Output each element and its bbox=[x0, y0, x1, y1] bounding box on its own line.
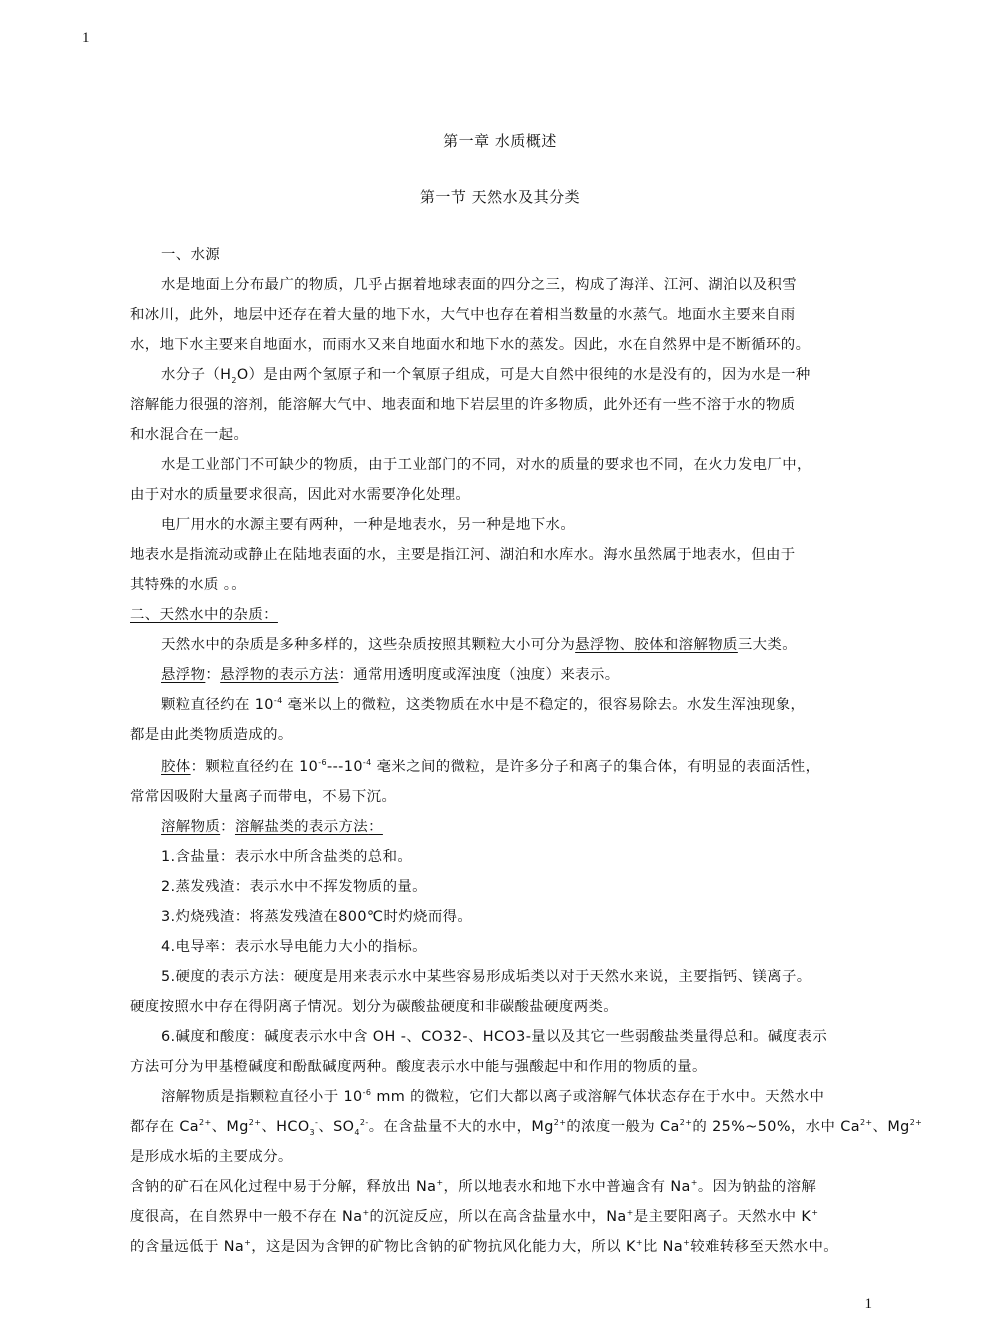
paragraph-line: 天然水中的杂质是多种多样的，这些杂质按照其颗粒大小可分为悬浮物、胶体和溶解物质三大类。 bbox=[161, 637, 798, 653]
paragraph-line: 颗粒直径约在 $10^{-4}$ 毫米以上的微粒，这类物质在水中是不稳定的，很容易除去。水发生浑浊现象， bbox=[161, 696, 806, 713]
paragraph-line: 都是由此类物质造成的。 bbox=[130, 727, 293, 743]
list-item: 2.蒸发残渣：表示水中不挥发物质的量。 bbox=[161, 879, 427, 895]
paragraph-line: 硬度按照水中存在得阴离子情况。划分为碳酸盐硬度和非碳酸盐硬度两类。 bbox=[130, 999, 619, 1015]
list-item: 1.含盐量：表示水中所含盐类的总和。 bbox=[161, 849, 413, 865]
chapter-title: 第一章 水质概述 bbox=[443, 132, 557, 150]
paragraph-line: 含钠的矿石在风化过程中易于分解，释放出 Na+，所以地表水和地下水中普遍含有 Na+。因为钠盐的溶解 bbox=[130, 1178, 817, 1195]
subsection-heading-impurities: 二、天然水中的杂质： bbox=[130, 607, 278, 623]
dissolved-matter-line: 溶解物质：溶解盐类的表示方法： bbox=[161, 819, 383, 835]
paragraph-line: 度很高，在自然界中一般不存在 Na+的沉淀反应，所以在高含盐量水中，Na+是主要阳离子。天然水中 K+ bbox=[130, 1208, 819, 1225]
paragraph-line: 都存在 $Ca^{2+}$、$Mg^{2+}$、$HCO_3^-$、$SO_4^{2-}$。在含盐量不大的水中，$Mg^{2+}$的浓度一般为 $Ca^{2+}$的 25%~50%，水中 $Ca^{2+}$、$Mg^{2+}$ bbox=[130, 1118, 923, 1137]
paragraph-line: 电厂用水的水源主要有两种，一种是地表水，另一种是地下水。 bbox=[161, 517, 576, 533]
footer-page-number: 1 bbox=[864, 1296, 872, 1312]
colloid-line: 胶体：颗粒直径约在 $10^{-6}---10^{-4}$ 毫米之间的微粒，是许多分子和离子的集合体，有明显的表面活性， bbox=[161, 758, 821, 775]
list-item: 3.灼烧残渣：将蒸发残渣在800℃时灼烧而得。 bbox=[161, 909, 473, 925]
paragraph-line: 水分子$(H_2O)$是由两个氢原子和一个氧原子组成，可是大自然中很纯的水是没有的，因为水是一种 bbox=[161, 367, 811, 385]
paragraph-line: 和冰川，此外，地层中还存在着大量的地下水，大气中也存在着相当数量的水蒸气。地面水主要来自雨 bbox=[130, 307, 796, 323]
header-page-number: 1 bbox=[82, 30, 90, 46]
paragraph-line: 水是工业部门不可缺少的物质，由于工业部门的不同，对水的质量的要求也不同，在火力发电厂中， bbox=[161, 457, 812, 473]
list-item: 5.硬度的表示方法：硬度是用来表示水中某些容易形成垢类以对于天然水来说，主要指钙、镁离子。 bbox=[161, 969, 812, 985]
suspended-matter-line: 悬浮物：悬浮物的表示方法：通常用透明度或浑浊度（浊度）来表示。 bbox=[161, 667, 620, 683]
list-item: 4.电导率：表示水导电能力大小的指标。 bbox=[161, 939, 427, 955]
paragraph-line: 方法可分为甲基橙碱度和酚酞碱度两种。酸度表示水中能与强酸起中和作用的物质的量。 bbox=[130, 1059, 707, 1075]
paragraph-line: 常常因吸附大量离子而带电，不易下沉。 bbox=[130, 789, 397, 805]
paragraph-line: 溶解物质是指颗粒直径小于 $10^{-6}$ mm 的微粒，它们大都以离子或溶解气体状态存在于水中。天然水中 bbox=[161, 1088, 825, 1105]
list-item: 6.碱度和酸度：碱度表示水中含 OH -、CO32-、HCO3-量以及其它一些弱酸盐类量得总和。碱度表示 bbox=[161, 1029, 828, 1045]
paragraph-line: 水，地下水主要来自地面水，而雨水又来自地面水和地下水的蒸发。因此，水在自然界中是不断循环的。 bbox=[130, 337, 811, 353]
section-title: 第一节 天然水及其分类 bbox=[419, 188, 581, 206]
paragraph-line: 地表水是指流动或静止在陆地表面的水，主要是指江河、湖泊和水库水。海水虽然属于地表水，但由于 bbox=[130, 547, 796, 563]
paragraph-line: 溶解能力很强的溶剂，能溶解大气中、地表面和地下岩层里的许多物质，此外还有一些不溶于水的物质 bbox=[130, 397, 796, 413]
paragraph-line: 水是地面上分布最广的物质，几乎占据着地球表面的四分之三，构成了海洋、江河、湖泊以及积雪 bbox=[161, 277, 797, 293]
paragraph-line: 的含量远低于 Na+，这是因为含钾的矿物比含钠的矿物抗风化能力大，所以 K+比 Na+较难转移至天然水中。 bbox=[130, 1238, 839, 1255]
paragraph-line: 和水混合在一起。 bbox=[130, 427, 249, 443]
paragraph-line: 是形成水垢的主要成分。 bbox=[130, 1149, 293, 1165]
paragraph-line: 由于对水的质量要求很高，因此对水需要净化处理。 bbox=[130, 487, 471, 503]
paragraph-line: 其特殊的水质 。。 bbox=[130, 577, 247, 593]
subsection-heading-water-source: 一、水源 bbox=[161, 247, 221, 263]
